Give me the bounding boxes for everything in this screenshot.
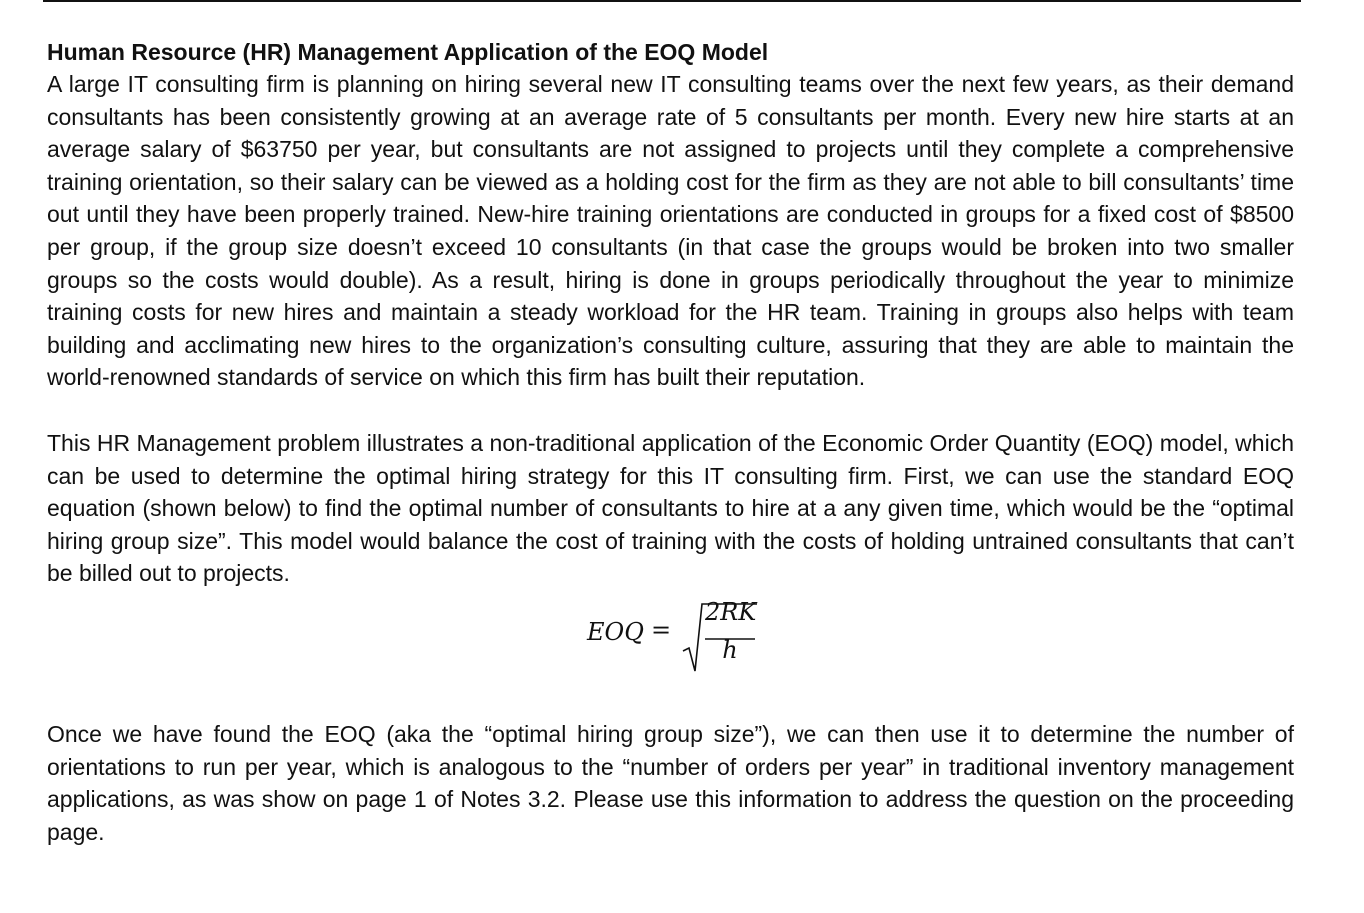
equation-lhs: EOQ [587,617,644,646]
equation-denominator: h [722,635,738,664]
eoq-equation [47,590,1294,718]
paragraph-next-steps: Once we have found the EOQ (aka the “optimal hiring group size”), we can then use it to determine the number of orientations to run per year, which is analogous to the “number of orders per year” in traditional inventory management applications, as was show on page 1 of Notes 3.2. Please use this information to address the question on the proceeding page. [47,720,1294,845]
equation-numerator: 2RK [705,597,757,626]
document-heading: Human Resource (HR) Management Application of the EOQ Model [47,39,769,65]
paragraph-spacer [47,394,1294,427]
paragraph-eoq-intro: This HR Management problem illustrates a non-traditional application of the Economic Order Quantity (EOQ) model, which can be used to determine the optimal hiring strategy for this IT consulting firm. First, we can use the standard EOQ equation (shown below) to find the optimal number of consultants to hire at a any given time, which would be the “optimal hiring group size”. This model would balance the cost of training with the costs of holding untrained consultants that can’t be billed out to projects. [47,429,1294,587]
paragraph-problem-statement: A large IT consulting firm is planning on hiring several new IT consulting teams over the next few years, as their demand consultants has been consistently growing at an average rate of 5 consultants per month. Every new hire starts at an average salary of $63750 per year, but consultants are not assigned to projects until they complete a comprehensive training orientation, so their salary can be viewed as a holding cost for the firm as they are not able to bill consultants’ time out until they have been properly trained. New-hire training orientations are conducted in groups for a fixed cost of $8500 per group, if the group size doesn’t exceed 10 consultants (in that case the groups would be broken into two smaller groups so the costs would double). As a result, hiring is done in groups periodically throughout the year to minimize training costs for new hires and maintain a steady workload for the HR team. Training in groups also helps with team building and acclimating new hires to the organization’s consulting culture, assuring that they are able to maintain the world-renowned standards of service on which this firm has built their reputation. [47,71,1294,391]
top-rule [43,0,1301,2]
document-body [47,37,1294,848]
equation-wrapper [587,596,827,696]
equation-equals-sign: = [651,615,672,644]
